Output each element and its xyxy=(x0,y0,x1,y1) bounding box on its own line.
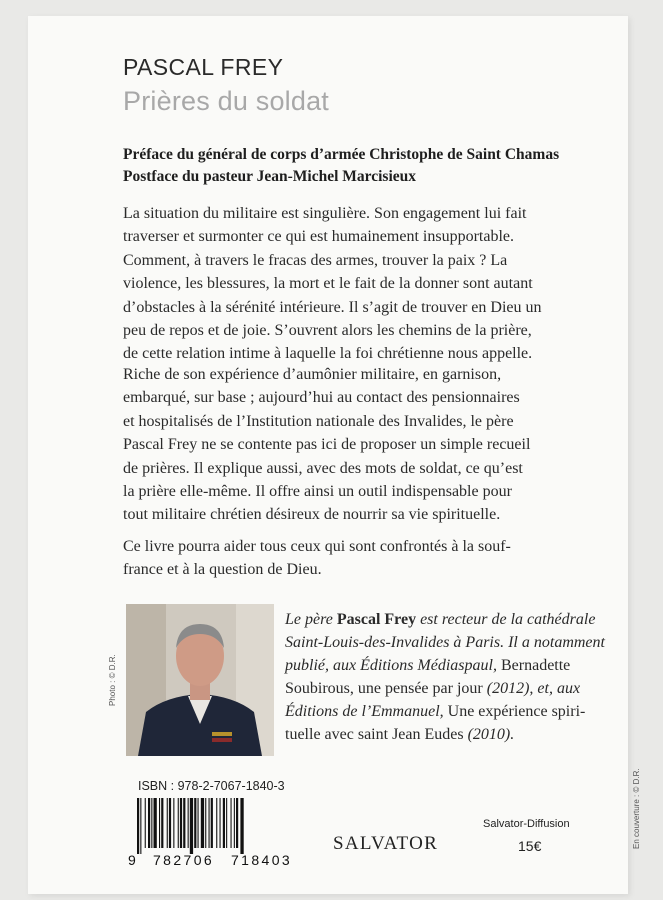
photo-credit: Photo : © D.R. xyxy=(108,654,117,706)
text-line: traverser et surmonter ce qui est humainement insupportable. xyxy=(123,228,514,246)
barcode-bar xyxy=(201,798,204,848)
barcode-bar xyxy=(226,798,227,848)
barcode-bar xyxy=(209,798,210,848)
barcode-bar xyxy=(223,798,225,848)
bio-text: publié, aux Éditions Médiaspaul, xyxy=(285,657,501,674)
bio-text: Saint-Louis-des-Invalides à Paris. Il a notamment xyxy=(285,634,605,651)
text-line: d’obstacles à la sérénité intérieure. Il s’agit de trouver en Dieu un xyxy=(123,298,542,316)
bio-text: Éditions de l’Emmanuel, xyxy=(285,703,448,720)
barcode-bar xyxy=(151,798,152,848)
barcode-bar xyxy=(167,798,168,848)
text-line: Riche de son expérience d’aumônier militaire, en garnison, xyxy=(123,366,502,383)
text-line: embarqué, sur base ; aujourd’hui au contact des pensionnaires xyxy=(123,389,520,407)
barcode xyxy=(128,798,309,870)
blurb-paragraph-1 xyxy=(123,202,608,366)
barcode-bar xyxy=(180,798,182,848)
isbn-label: ISBN : 978-2-7067-1840-3 xyxy=(138,779,285,793)
author-biography xyxy=(285,608,615,746)
barcode-bar xyxy=(198,798,199,848)
barcode-bar xyxy=(194,798,196,848)
text-line: de cette relation intime à laquelle la foi chrétienne nous appelle. xyxy=(123,345,533,363)
barcode-bar xyxy=(188,798,189,848)
barcode-bar xyxy=(169,798,171,848)
text-line: et hospitalisés de l’Institution nationale des Invalides, le père xyxy=(123,412,514,430)
barcode-right-digits: 718403 xyxy=(231,852,293,868)
text-line: La situation du militaire est singulière. Son engagement lui fait xyxy=(123,205,527,222)
bio-author-name: Pascal Frey xyxy=(336,611,417,628)
text-line: Comment, à travers le fracas des armes, trouver la paix ? La xyxy=(123,251,508,269)
barcode-bar xyxy=(231,798,232,848)
barcode-bar xyxy=(205,798,206,848)
credits-block xyxy=(123,144,603,188)
barcode-bar xyxy=(159,798,160,848)
barcode-bar xyxy=(240,798,243,854)
postface-credit: Postface du pasteur Jean-Michel Marcisieux xyxy=(123,168,417,185)
author-photo xyxy=(126,604,274,756)
blurb-paragraph-2 xyxy=(123,363,608,527)
text-line: Ce livre pourra aider tous ceux qui sont confrontés à la souf- xyxy=(123,538,511,555)
barcode-bar xyxy=(190,798,193,854)
text-line: france et à la question de Dieu. xyxy=(123,561,322,579)
author-name: PASCAL FREY xyxy=(123,54,284,80)
barcode-bar xyxy=(140,798,141,854)
barcode-bar xyxy=(211,798,213,848)
barcode-bar xyxy=(183,798,185,848)
text-line: peu de repos et de joie. S’ouvrent alors les chemins de la prière, xyxy=(123,322,532,340)
barcode-bar xyxy=(154,798,157,848)
barcode-bar xyxy=(220,798,221,848)
bio-text: Le père xyxy=(285,611,337,628)
bio-book-title: Soubirous, une pensée par jour xyxy=(285,680,483,697)
text-line: tout militaire chrétien désireux de nourrir sa vie spirituelle. xyxy=(123,506,501,524)
text-line: la prière elle-même. Il offre ainsi un outil indispensable pour xyxy=(123,483,512,501)
text-line: de prières. Il explique aussi, avec des mots de soldat, ce qu’est xyxy=(123,459,523,477)
bio-book-title: Une expérience spiri- xyxy=(447,703,586,720)
distributor-label: Salvator-Diffusion xyxy=(483,818,570,830)
barcode-bar xyxy=(178,798,179,848)
barcode-bar xyxy=(236,798,238,848)
barcode-bar xyxy=(234,798,235,848)
cover-credit: En couverture : © D.R. xyxy=(632,768,641,849)
text-line: Pascal Frey ne se contente pas ici de proposer un simple recueil xyxy=(123,436,531,454)
barcode-bar xyxy=(137,798,139,854)
bio-text: (2012), et, aux xyxy=(482,680,581,697)
bio-book-title: Bernadette xyxy=(500,657,571,674)
bio-text: est recteur de la cathédrale xyxy=(416,611,596,628)
barcode-bars xyxy=(131,798,309,854)
barcode-left-digits: 782706 xyxy=(153,852,215,868)
blurb-paragraph-3 xyxy=(123,535,608,582)
barcode-bar xyxy=(148,798,150,848)
price-label: 15€ xyxy=(518,838,542,854)
book-back-cover xyxy=(28,16,641,894)
barcode-bar xyxy=(216,798,217,848)
preface-credit: Préface du général de corps d’armée Christophe de Saint Chamas xyxy=(123,146,560,163)
bio-book-title: tuelle avec saint Jean Eudes xyxy=(285,726,464,743)
barcode-bar xyxy=(161,798,163,848)
barcode-first-digit: 9 xyxy=(128,852,136,868)
text-line: violence, les blessures, la mort et le fait de la donner sont autant xyxy=(123,275,533,293)
book-title: Prières du soldat xyxy=(123,86,330,116)
bio-text: (2010). xyxy=(463,726,515,743)
publisher-logo: SALVATOR xyxy=(333,833,439,854)
barcode-bar xyxy=(145,798,146,848)
barcode-bar xyxy=(173,798,174,848)
